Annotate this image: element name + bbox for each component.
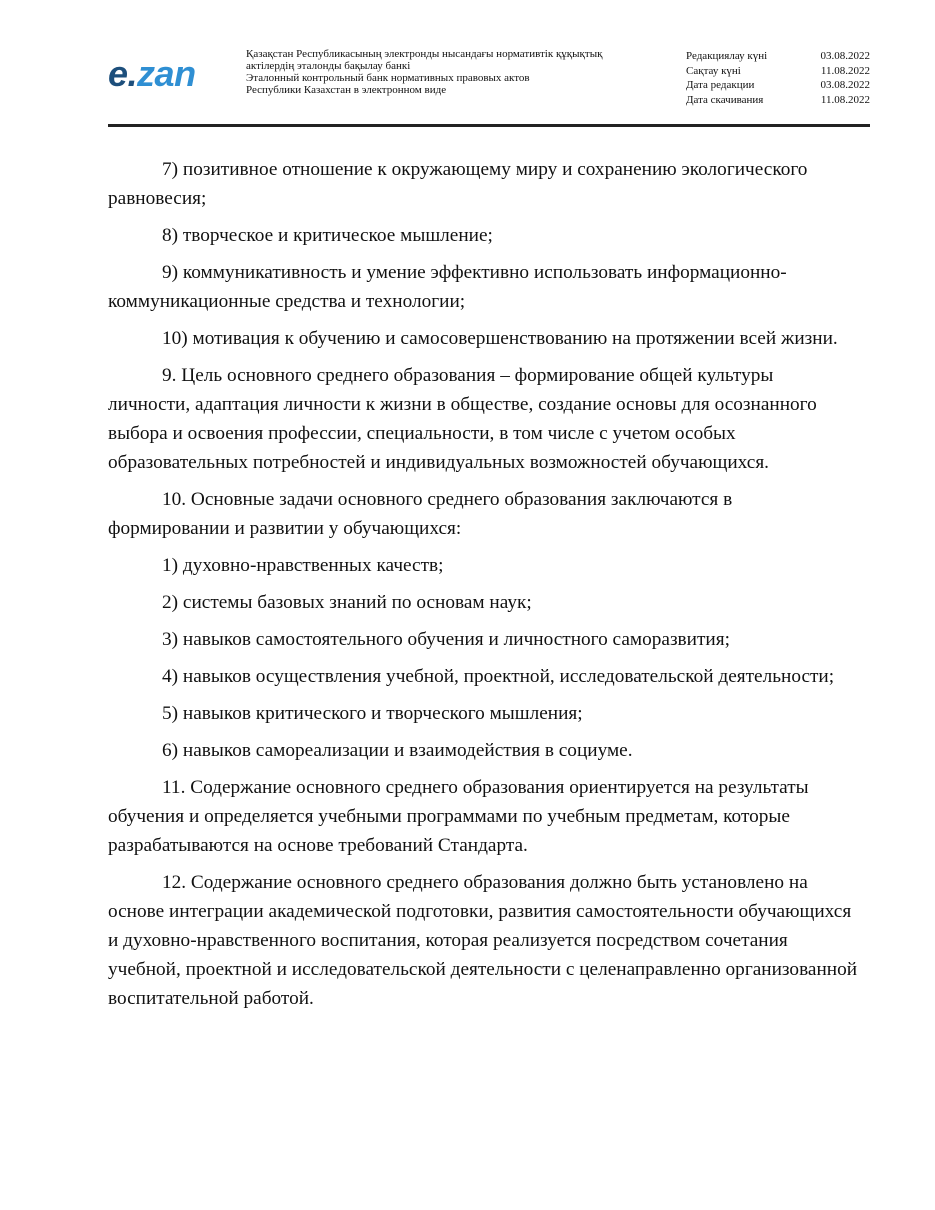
meta-value: 11.08.2022	[820, 93, 870, 106]
org-line: Қазақстан Республикасының электронды нысандағы нормативтік құқықтық	[246, 48, 603, 60]
paragraph: 6) навыков самореализации и взаимодействия в социуме.	[162, 740, 633, 761]
document-body	[108, 155, 858, 1021]
paragraph: 12. Содержание основного среднего образования должно быть установлено на основе интеграции академической подготовки, развития самостоятельности обучающихся и духовно-нравственного воспитания, которая реализуется посредством сочетания учебной, проектной и исследовательской деятельности с целенаправленно организованной воспитательной работой.	[108, 872, 858, 1009]
paragraph: 1) духовно-нравственных качеств;	[162, 555, 444, 576]
paragraph: 11. Содержание основного среднего образования ориентируется на результаты обучения и определяется учебными программами по учебным предметам, которые разрабатываются на основе требований Стандарта.	[108, 777, 809, 856]
paragraph: 9. Цель основного среднего образования – формирование общей культуры личности, адаптация личности к жизни в обществе, создание основы для осознанного выбора и освоения профессии, специальности, в том числе с учетом особых образовательных потребностей и индивидуальных возможностей обучающихся.	[108, 365, 817, 473]
meta-label: Редакциялау күні	[686, 50, 768, 62]
org-line: Эталонный контрольный банк нормативных правовых актов	[246, 72, 530, 84]
org-line: актілердің эталонды бақылау банкі	[246, 60, 411, 72]
meta-value: 03.08.2022	[820, 50, 870, 62]
meta-label: Дата скачивания	[686, 93, 764, 106]
paragraph: 4) навыков осуществления учебной, проектной, исследовательской деятельности;	[162, 666, 835, 687]
paragraph: 10. Основные задачи основного среднего образования заключаются в формировании и развитии у обучающихся:	[108, 489, 733, 539]
logo-letter-e: e	[108, 53, 128, 94]
meta-row-edit-date-ru	[686, 78, 870, 93]
ezan-logo	[108, 54, 196, 94]
meta-value: 03.08.2022	[820, 79, 870, 91]
meta-label: Дата редакции	[686, 79, 755, 91]
org-line: Республики Казахстан в электронном виде	[246, 84, 447, 96]
logo-word-zan: zan	[137, 53, 196, 94]
meta-row-save-date-kz	[686, 64, 870, 79]
meta-label: Сақтау күні	[686, 64, 741, 77]
meta-row-download-date-ru	[686, 93, 870, 108]
paragraph: 5) навыков критического и творческого мышления;	[162, 703, 583, 724]
document-header	[108, 48, 870, 110]
paragraph: 9) коммуникативность и умение эффективно использовать информационно-коммуникационные средства и технологии;	[108, 262, 787, 312]
paragraph: 2) системы базовых знаний по основам наук;	[162, 592, 532, 613]
logo-dot: .	[127, 53, 138, 94]
paragraph: 7) позитивное отношение к окружающему миру и сохранению экологического равновесия;	[108, 159, 808, 209]
meta-value: 11.08.2022	[820, 64, 870, 77]
meta-row-edit-date-kz	[686, 49, 870, 64]
paragraph: 8) творческое и критическое мышление;	[162, 225, 493, 246]
document-dates	[686, 49, 870, 107]
paragraph: 3) навыков самостоятельного обучения и личностного саморазвития;	[162, 629, 730, 650]
paragraph: 10) мотивация к обучению и самосовершенствованию на протяжении всей жизни.	[162, 328, 838, 349]
header-divider	[108, 124, 870, 127]
issuing-organization	[246, 48, 666, 96]
